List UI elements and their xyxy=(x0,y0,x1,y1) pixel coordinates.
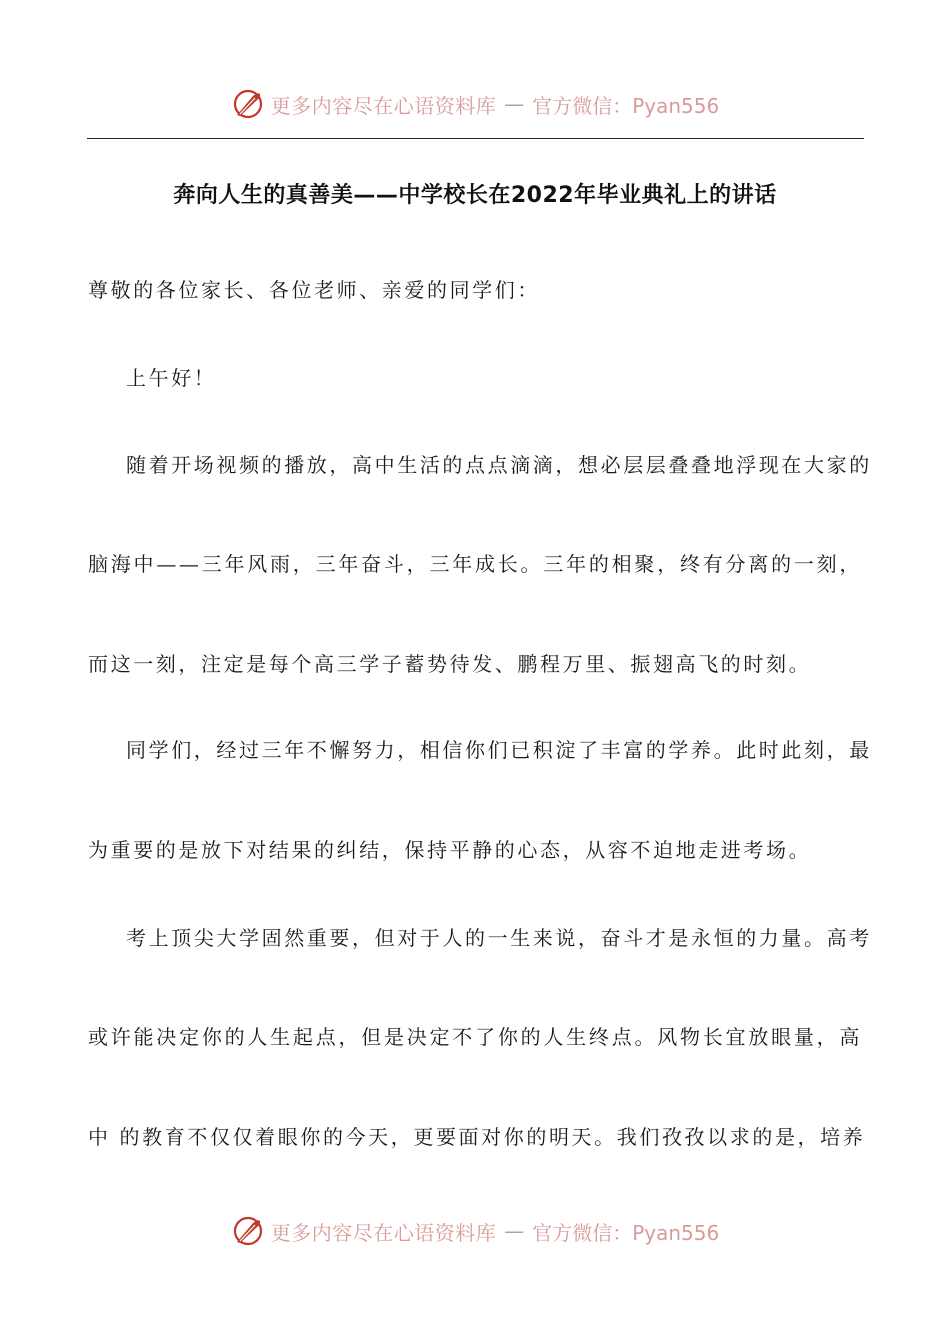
brand-separator: — xyxy=(504,1219,525,1243)
paragraph-line: 考上顶尖大学固然重要，但对于人的一生来说，奋斗才是永恒的力量。高考 xyxy=(126,926,872,950)
paragraph-line: 随着开场视频的播放，高中生活的点点滴滴，想必层层叠叠地浮现在大家的 xyxy=(126,453,872,477)
header-divider xyxy=(87,138,864,139)
brand-text: 更多内容尽在心语资料库 xyxy=(270,93,497,118)
brand xyxy=(231,1214,720,1248)
footer-banner xyxy=(0,1211,950,1251)
paragraph-line: 同学们，经过三年不懈努力，相信你们已积淀了丰富的学养。此时此刻，最 xyxy=(126,738,872,762)
quill-pen-icon xyxy=(231,87,265,121)
wechat-id: 官方微信：Pyan556 xyxy=(532,1220,720,1245)
wechat-id: 官方微信：Pyan556 xyxy=(532,93,720,118)
greeting: 上午好！ xyxy=(126,366,217,390)
brand xyxy=(231,87,720,121)
brand-text: 更多内容尽在心语资料库 xyxy=(270,1220,497,1245)
document-title: 奔向人生的真善美——中学校长在2022年毕业典礼上的讲话 xyxy=(173,183,777,208)
brand-separator: — xyxy=(504,92,525,116)
paragraph-line: 而这一刻，注定是每个高三学子蓄势待发、鹏程万里、振翅高飞的时刻。 xyxy=(88,652,812,676)
salutation: 尊敬的各位家长、各位老师、亲爱的同学们： xyxy=(88,278,540,302)
paragraph-line: 脑海中——三年风雨，三年奋斗，三年成长。三年的相聚，终有分离的一刻， xyxy=(88,552,862,576)
header-banner xyxy=(0,84,950,124)
paragraph-line: 为重要的是放下对结果的纠结，保持平静的心态，从容不迫地走进考场。 xyxy=(88,838,812,862)
paragraph-line: 中 的教育不仅仅着眼你的今天，更要面对你的明天。我们孜孜以求的是，培养 xyxy=(88,1125,866,1149)
quill-pen-icon xyxy=(231,1214,265,1248)
paragraph-line: 或许能决定你的人生起点，但是决定不了你的人生终点。风物长宜放眼量，高 xyxy=(88,1025,862,1049)
